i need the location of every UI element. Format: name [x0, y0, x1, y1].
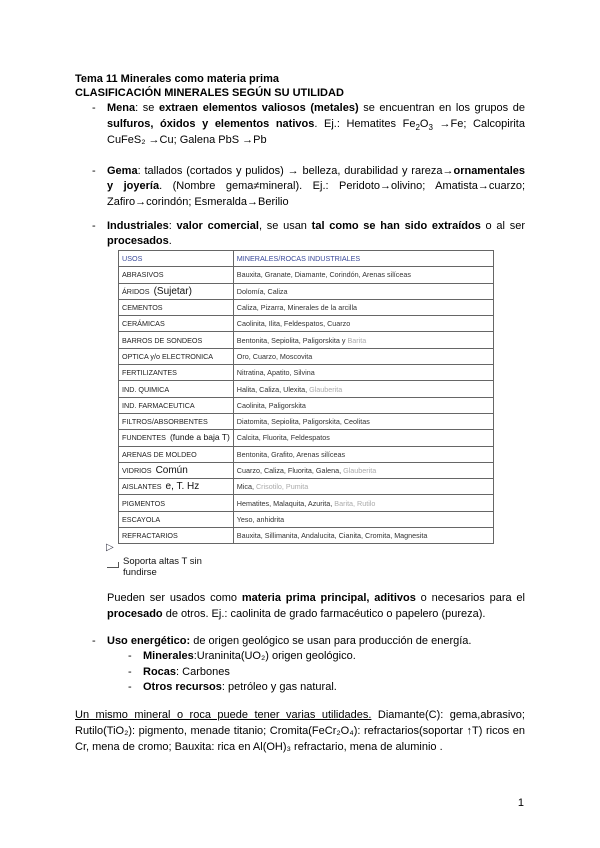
minerales-text: Halita, Caliza, Ulexita, — [236, 384, 310, 394]
gema-text-a: : tallados (cortados y pulidos) → belleza, durabilidad y rareza→ — [137, 165, 454, 177]
sub-bullet-dash: - — [128, 666, 132, 678]
faint-minerales-text: Barita — [347, 335, 367, 345]
closing-line-3: Cr, mena de cromo; Bauxita: rica en Al(OH)₃ refractario, mena de aluminio . — [75, 741, 443, 753]
table-row — [119, 462, 494, 478]
table-cell-minerales — [233, 348, 493, 364]
table-cell-uso — [119, 283, 234, 299]
bullet-dash: - — [92, 102, 96, 114]
table-cell-uso — [119, 413, 234, 429]
uso-label: FUNDENTES — [122, 433, 166, 443]
closing-line-2: Rutilo(TiO₂): pigmento, menade titanio; Cromita(FeCr₂O₄): refractarios(soportar ↑T) ricos en — [75, 725, 525, 737]
table-cell-uso — [119, 495, 234, 511]
table-cell-uso — [119, 511, 234, 527]
industriales-line-2 — [107, 233, 172, 249]
pueden-text-a: Pueden ser usados como — [107, 592, 242, 604]
pueden-line-2 — [107, 606, 486, 622]
bullet-dash: - — [92, 165, 96, 177]
industriales-bold-a: valor comercial — [176, 220, 259, 232]
table-row — [119, 381, 494, 397]
closing-text-a: Diamante(C): gema,abrasivo; — [371, 709, 525, 721]
minerales-text: Nitratina, Apatito, Silvina — [236, 368, 315, 378]
minerales-text: Mica, — [236, 482, 256, 492]
table-cell-minerales — [233, 283, 493, 299]
mena-term: Mena — [107, 102, 136, 114]
table-cell-uso — [119, 299, 234, 315]
minerales-text: Caliza, Pizarra, Minerales de la arcilla — [236, 303, 358, 313]
mena-text-a: : se — [135, 102, 159, 114]
uso-label: AISLANTES — [122, 482, 162, 492]
faint-minerales-text: Crisotilo, Pumita — [255, 482, 309, 492]
pueden-line-1 — [107, 590, 525, 606]
table-cell-minerales — [233, 381, 493, 397]
pueden-bold-b: procesado — [107, 608, 163, 620]
bullet-dash: - — [92, 635, 96, 647]
doc-subtitle: CLASIFICACIÓN MINERALES SEGÚN SU UTILIDAD — [75, 87, 344, 99]
table-cell-minerales — [233, 332, 493, 348]
table-cell-minerales — [233, 511, 493, 527]
gema-line-2 — [107, 178, 525, 194]
minerales-text: Dolomía, Caliza — [236, 286, 288, 296]
uso-label: ÁRIDOS — [122, 286, 150, 296]
table-cell-minerales — [233, 316, 493, 332]
margin-note-line-1: Soporta altas T sin — [123, 556, 202, 567]
faint-minerales-text: Barita, Rutilo — [334, 498, 376, 508]
table-cell-uso — [119, 430, 234, 446]
table-cell-uso — [119, 348, 234, 364]
minerales-text: Oro, Cuarzo, Moscovita — [236, 351, 313, 361]
table-row — [119, 348, 494, 364]
table-cell-minerales — [233, 299, 493, 315]
table-cell-uso — [119, 462, 234, 478]
table-row — [119, 332, 494, 348]
table-row — [119, 283, 494, 299]
table-cell-minerales — [233, 413, 493, 429]
minerales-text: Caolinita, Paligorskita — [236, 400, 306, 410]
uso-label: FERTILIZANTES — [122, 368, 177, 378]
mena-text-b: se encuentran en los grupos de — [358, 102, 525, 114]
gema-term: Gema — [107, 165, 138, 177]
table-cell-minerales — [233, 365, 493, 381]
gema-text-b: . (Nombre gema≠mineral). Ej.: Peridoto→olivino; Amatista→cuarzo; — [159, 180, 525, 192]
table-cell-minerales — [233, 397, 493, 413]
energy-sub-item-text: :Uraninita(UO₂) origen geológico. — [193, 650, 356, 662]
minerales-text: Bauxita, Sillimanita, Andalucita, Cianita, Cromita, Magnesita — [236, 531, 428, 541]
table-row — [119, 446, 494, 462]
table-cell-minerales — [233, 267, 493, 283]
minerales-text: Caolinita, Ilita, Feldespatos, Cuarzo — [236, 319, 351, 329]
table-row — [119, 316, 494, 332]
table-row — [119, 365, 494, 381]
uso-label: IND. FARMACEUTICA — [122, 400, 195, 410]
minerales-text: Yeso, anhidrita — [236, 514, 285, 524]
pueden-bold-a: materia prima principal, aditivos — [241, 592, 416, 604]
table-header-row — [119, 251, 494, 267]
table-row — [119, 413, 494, 429]
uso-label: REFRACTARIOS — [122, 531, 178, 541]
sub-bullet-dash: - — [128, 681, 132, 693]
table-cell-minerales — [233, 446, 493, 462]
gema-bold-a: ornamentales — [453, 165, 525, 177]
mena-sub-a: 2 — [415, 123, 420, 133]
table-row — [119, 495, 494, 511]
energy-sub-item-text: : petróleo y gas natural. — [221, 681, 337, 693]
margin-note — [123, 556, 202, 578]
uso-label: ARENAS DE MOLDEO — [122, 449, 197, 459]
uso-label: ABRASIVOS — [122, 270, 164, 280]
table-cell-minerales — [233, 479, 493, 495]
table-cell-minerales — [233, 528, 493, 544]
table-header-minerales: MINERALES/ROCAS INDUSTRIALES — [233, 251, 493, 267]
industriales-bold-c: procesados — [107, 235, 169, 247]
energy-sub-item-text: : Carbones — [176, 666, 230, 678]
industriales-text-b: , se usan — [258, 220, 312, 232]
energetico-line — [107, 633, 471, 649]
industriales-line-1 — [107, 218, 525, 234]
table-cell-minerales — [233, 462, 493, 478]
mena-line-3: CuFeS₂ →Cu; Galena PbS →Pb — [107, 134, 267, 146]
arrow-marker-icon: ▷ — [106, 542, 114, 553]
industriales-text-d: . — [168, 235, 172, 247]
industriales-text-c: o al ser — [480, 220, 525, 232]
table-cell-uso — [119, 528, 234, 544]
energy-sub-item-term: Minerales — [143, 650, 194, 662]
minerales-text: Cuarzo, Caliza, Fluorita, Galena, — [236, 466, 344, 475]
gema-line-3: Zafiro→corindón; Esmeralda→Berilio — [107, 196, 289, 208]
handwritten-note: Común — [155, 465, 188, 476]
table-cell-minerales — [233, 495, 493, 511]
table-row — [119, 267, 494, 283]
handwritten-note: (Sujetar) — [153, 285, 192, 297]
doc-title: Tema 11 Minerales como materia prima — [75, 73, 279, 85]
minerales-text: Calcita, Fluorita, Feldespatos — [236, 433, 330, 443]
handwritten-note: e, T. Hz — [165, 481, 200, 493]
bullet-dash: - — [92, 220, 96, 232]
mena-bold-a: extraen elementos valiosos (metales) — [158, 102, 359, 114]
mena-bold-b: sulfuros, óxidos y elementos nativos — [107, 118, 315, 130]
energetico-text: de origen geológico se usan para producción de energía. — [190, 635, 472, 647]
table-row — [119, 511, 494, 527]
uso-label: VIDRIOS — [122, 466, 152, 475]
table-row — [119, 397, 494, 413]
page-number: 1 — [517, 797, 524, 809]
uso-label: IND. QUIMICA — [122, 384, 170, 394]
table-header-usos: USOS — [119, 251, 234, 267]
table-row — [119, 479, 494, 495]
uso-label: CEMENTOS — [122, 303, 163, 313]
industriales-bold-b: tal como se han sido extraídos — [311, 220, 481, 232]
table-row — [119, 299, 494, 315]
bracket-marker-icon — [107, 562, 119, 568]
energy-sub-item — [143, 664, 230, 680]
minerales-text: Hematites, Malaquita, Azurita, — [236, 498, 335, 508]
energy-sub-item-term: Rocas — [143, 666, 177, 678]
sub-bullet-dash: - — [128, 650, 132, 662]
uso-label: BARROS DE SONDEOS — [122, 335, 203, 345]
uso-label: PIGMENTOS — [122, 498, 165, 508]
table-cell-minerales — [233, 430, 493, 446]
mena-text-d: O — [419, 118, 429, 130]
table-cell-uso — [119, 397, 234, 413]
table-cell-uso — [119, 365, 234, 381]
closing-underlined: Un mismo mineral o roca puede tener varias utilidades. — [75, 709, 372, 721]
mena-text-e: →Fe; Calcopirita — [432, 118, 525, 130]
table-cell-uso — [119, 267, 234, 283]
table-cell-uso — [119, 316, 234, 332]
faint-minerales-text: Glauberita — [343, 466, 377, 475]
table-row — [119, 430, 494, 446]
uso-label: OPTICA y/o ELECTRONICA — [122, 351, 214, 361]
mena-text-c: . Ej.: Hematites Fe — [314, 118, 416, 130]
pueden-text-c: de otros. Ej.: caolinita de grado farmacéutico o papelero (pureza). — [162, 608, 486, 620]
uso-label: CERÁMICAS — [122, 319, 165, 329]
minerales-text: Bauxita, Granate, Diamante, Corindón, Arenas silíceas — [236, 270, 411, 280]
table-cell-uso — [119, 479, 234, 495]
energy-sub-item — [143, 679, 337, 695]
closing-line-1 — [75, 707, 525, 723]
gema-line-1 — [107, 163, 525, 179]
mena-sub-b: 3 — [428, 123, 433, 133]
gema-bold-b: y joyería — [107, 180, 160, 192]
handwritten-note: (funde a baja T) — [169, 432, 230, 443]
faint-minerales-text: Glauberita — [309, 384, 343, 394]
minerales-text: Diatomita, Sepiolita, Paligorskita, Ceolitas — [236, 417, 370, 427]
uso-label: FILTROS/ABSORBENTES — [122, 417, 208, 427]
energy-sub-item — [143, 648, 356, 664]
energy-sub-item-term: Otros recursos — [143, 681, 222, 693]
table-cell-uso — [119, 446, 234, 462]
pueden-text-b: o necesarios para el — [415, 592, 525, 604]
minerals-table — [118, 250, 494, 544]
margin-note-line-2: fundirse — [123, 567, 157, 578]
energetico-term: Uso energético: — [107, 635, 191, 647]
table-row — [119, 528, 494, 544]
mena-line-1 — [107, 100, 525, 116]
minerales-text: Bentonita, Sepiolita, Paligorskita y — [236, 335, 348, 345]
industriales-text-a: : — [168, 220, 177, 232]
table-cell-uso — [119, 332, 234, 348]
industriales-term: Industriales — [107, 220, 169, 232]
table-cell-uso — [119, 381, 234, 397]
minerales-text: Bentonita, Grafito, Arenas silíceas — [236, 449, 346, 459]
uso-label: ESCAYOLA — [122, 514, 161, 524]
